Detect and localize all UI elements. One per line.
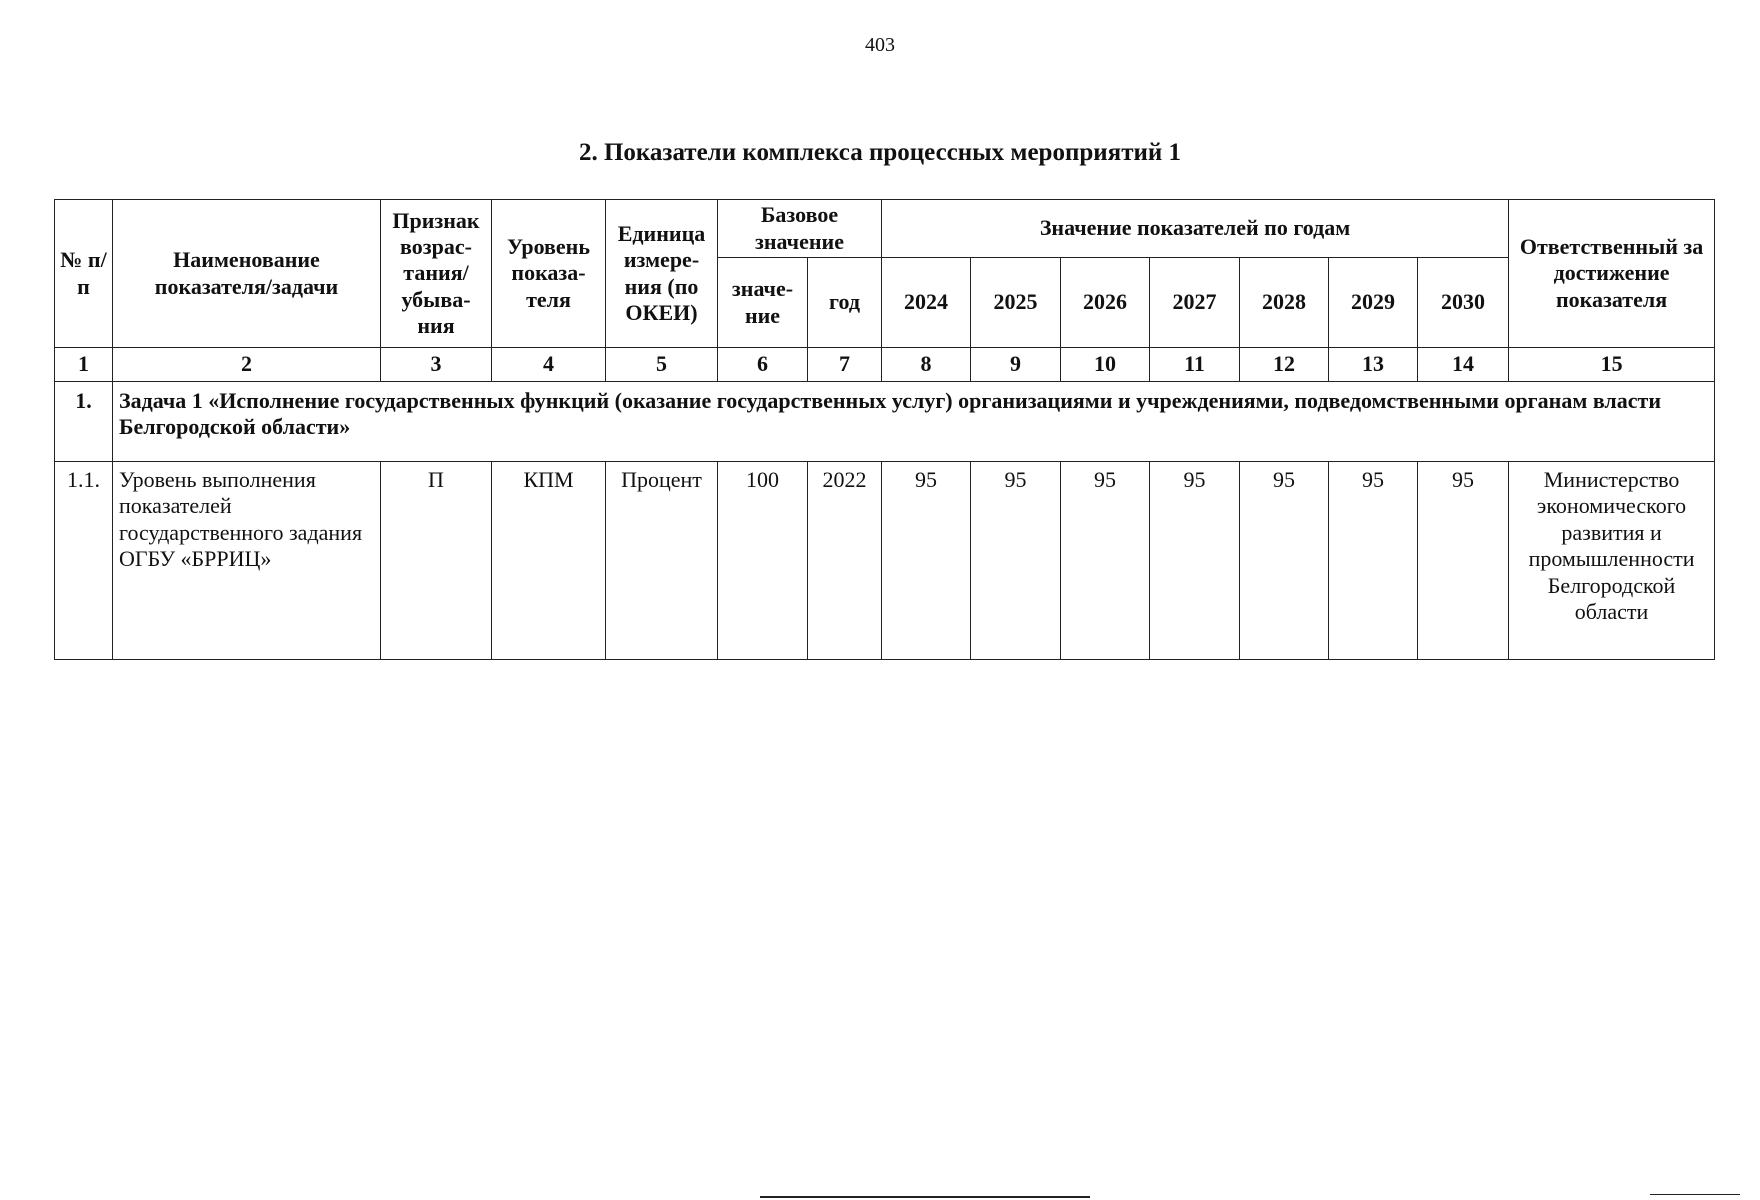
column-number: 1 xyxy=(55,348,113,382)
header-year: 2027 xyxy=(1150,258,1240,348)
page-number: 403 xyxy=(865,34,895,56)
year-value: 95 xyxy=(971,462,1061,660)
year-value: 95 xyxy=(1061,462,1150,660)
header-year: 2030 xyxy=(1418,258,1509,348)
header-year: 2025 xyxy=(971,258,1061,348)
header-level: Уровень показа-теля xyxy=(492,200,606,348)
column-number: 11 xyxy=(1150,348,1240,382)
column-number: 5 xyxy=(606,348,718,382)
header-year: 2024 xyxy=(882,258,971,348)
responsible-body: Министерство экономического развития и промышленности Белгородской области xyxy=(1509,462,1715,660)
base-value: 100 xyxy=(718,462,808,660)
year-value: 95 xyxy=(882,462,971,660)
scan-artifact-line xyxy=(760,1196,1090,1198)
column-number: 12 xyxy=(1240,348,1329,382)
task-text: Задача 1 «Исполнение государственных функций (оказание государственных услуг) организациями и учреждениями, подведомственными органам власти Белгородской области» xyxy=(113,382,1715,462)
column-number: 10 xyxy=(1061,348,1150,382)
header-years-group: Значение показателей по годам xyxy=(882,200,1509,258)
column-number: 6 xyxy=(718,348,808,382)
header-sign: Признак возрас-тания/ убыва-ния xyxy=(381,200,492,348)
column-number: 7 xyxy=(808,348,882,382)
header-responsible: Ответственный за достижение показателя xyxy=(1509,200,1715,348)
column-number-row xyxy=(55,348,1715,382)
header-base-value: значе-ние xyxy=(718,258,808,348)
task-row xyxy=(55,382,1715,462)
task-number: 1. xyxy=(55,382,113,462)
header-base-year: год xyxy=(808,258,882,348)
column-number: 15 xyxy=(1509,348,1715,382)
column-number: 3 xyxy=(381,348,492,382)
indicator-name: Уровень выполнения показателей государственного задания ОГБУ «БРРИЦ» xyxy=(113,462,381,660)
header-year: 2029 xyxy=(1329,258,1418,348)
column-number: 13 xyxy=(1329,348,1418,382)
indicator-level: КПМ xyxy=(492,462,606,660)
year-value: 95 xyxy=(1240,462,1329,660)
indicator-sign: П xyxy=(381,462,492,660)
column-number: 14 xyxy=(1418,348,1509,382)
column-number: 2 xyxy=(113,348,381,382)
row-number: 1.1. xyxy=(55,462,113,660)
header-year: 2028 xyxy=(1240,258,1329,348)
column-number: 8 xyxy=(882,348,971,382)
indicators-table xyxy=(54,199,1715,660)
scan-artifact-line xyxy=(1650,1194,1740,1195)
year-value: 95 xyxy=(1329,462,1418,660)
year-value: 95 xyxy=(1418,462,1509,660)
base-year: 2022 xyxy=(808,462,882,660)
header-year: 2026 xyxy=(1061,258,1150,348)
table-row xyxy=(55,462,1715,660)
header-unit: Единица измере-ния (по ОКЕИ) xyxy=(606,200,718,348)
header-num: № п/п xyxy=(55,200,113,348)
header-row-top xyxy=(55,200,1715,258)
year-value: 95 xyxy=(1150,462,1240,660)
column-number: 4 xyxy=(492,348,606,382)
column-number: 9 xyxy=(971,348,1061,382)
header-name: Наименование показателя/задачи xyxy=(113,200,381,348)
indicator-unit: Процент xyxy=(606,462,718,660)
header-base: Базовое значение xyxy=(718,200,882,258)
section-title: 2. Показатели комплекса процессных мероприятий 1 xyxy=(578,139,1182,166)
